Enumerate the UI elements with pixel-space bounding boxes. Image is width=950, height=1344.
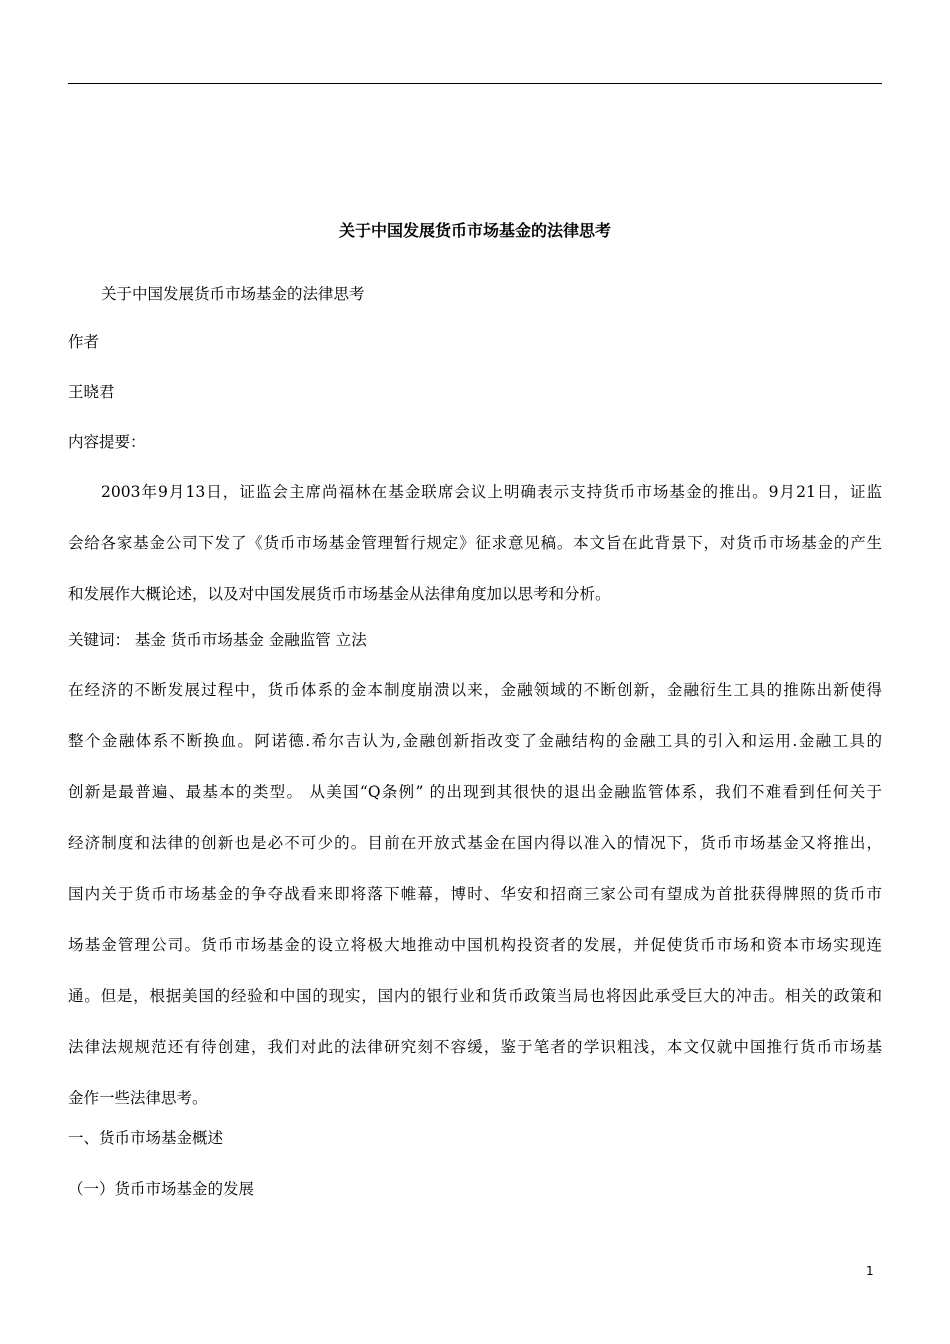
subsection-heading: （一）货币市场基金的发展 bbox=[68, 1180, 255, 1198]
section-heading: 一、货币市场基金概述 bbox=[68, 1129, 224, 1147]
body-paragraph bbox=[68, 665, 882, 1124]
body-line: 通。但是，根据美国的经验和中国的现实，国内的银行业和货币政策当局也将因此承受巨大的冲击。相关的政策和 bbox=[68, 987, 882, 1005]
body-line: 整个金融体系不断换血。阿诺德.希尔吉认为,金融创新指改变了金融结构的金融工具的引入和运用.金融工具的 bbox=[68, 732, 882, 750]
keywords: 关键词： 基金 货币市场基金 金融监管 立法 bbox=[68, 631, 367, 649]
header-rule bbox=[68, 83, 882, 84]
document-title: 关于中国发展货币市场基金的法律思考 bbox=[338, 221, 611, 240]
abstract-paragraph bbox=[68, 467, 882, 620]
author-label: 作者 bbox=[68, 333, 100, 351]
author-name: 王晓君 bbox=[68, 383, 115, 401]
abstract-line: 2003年9月13日，证监会主席尚福林在基金联席会议上明确表示支持货币市场基金的推出。9月21日，证监 bbox=[101, 483, 882, 501]
body-line: 场基金管理公司。货币市场基金的设立将极大地推动中国机构投资者的发展，并促使货币市场和资本市场实现连 bbox=[68, 936, 882, 954]
document-subtitle: 关于中国发展货币市场基金的法律思考 bbox=[101, 285, 365, 303]
abstract-line: 和发展作大概论述，以及对中国发展货币市场基金从法律角度加以思考和分析。 bbox=[68, 585, 611, 603]
page-number: 1 bbox=[866, 1264, 874, 1278]
body-line: 经济制度和法律的创新也是必不可少的。目前在开放式基金在国内得以准入的情况下，货币市场基金又将推出， bbox=[68, 834, 882, 852]
body-line: 国内关于货币市场基金的争夺战看来即将落下帷幕，博时、华安和招商三家公司有望成为首批获得牌照的货币市 bbox=[68, 885, 882, 903]
abstract-line: 会给各家基金公司下发了《货币市场基金管理暂行规定》征求意见稿。本文旨在此背景下，对货币市场基金的产生 bbox=[68, 534, 882, 552]
abstract-label: 内容提要： bbox=[68, 433, 146, 451]
body-line: 创新是最普遍、最基本的类型。 从美国“Q条例” 的出现到其很快的退出金融监管体系，我们不难看到任何关于 bbox=[68, 783, 882, 801]
body-line: 金作一些法律思考。 bbox=[68, 1089, 208, 1107]
body-line: 法律法规规范还有待创建，我们对此的法律研究刻不容缓，鉴于笔者的学识粗浅，本文仅就中国推行货币市场基 bbox=[68, 1038, 882, 1056]
body-line: 在经济的不断发展过程中，货币体系的金本制度崩溃以来，金融领域的不断创新，金融衍生工具的推陈出新使得 bbox=[68, 681, 882, 699]
